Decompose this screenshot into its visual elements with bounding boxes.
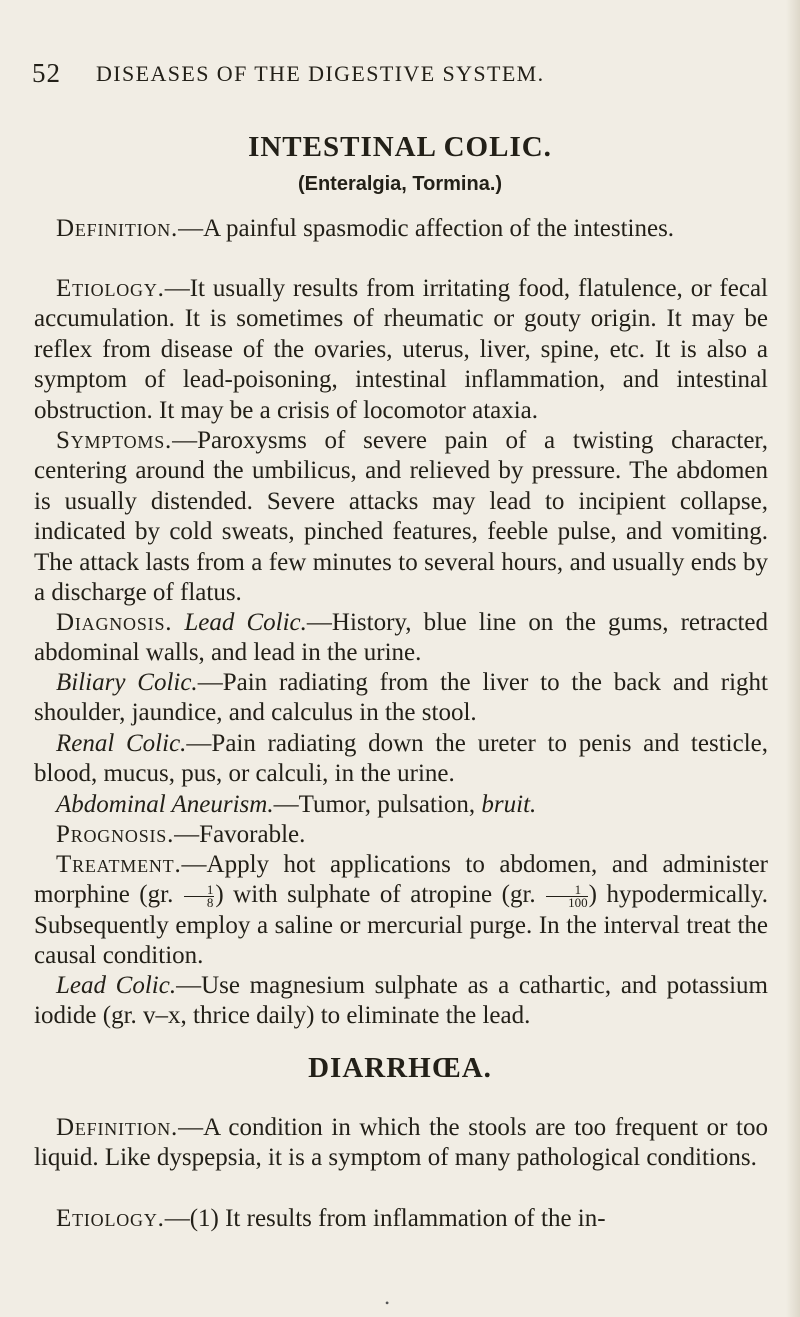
diagnosis-renal-term: Renal Colic. — [56, 730, 187, 757]
treatment-paragraph — [34, 850, 768, 972]
etiology-text: —It usually results from irritating food, flatulence, or fecal accumulation. It is sometimes of rheumatic or gouty origin. It may be reflex from disease of the ovaries, uterus, liver, spine, etc. It is also a symptom of lead-poisoning, intestinal inflammation, and intestinal obstruction. It may be a crisis of locomotor ataxia. — [34, 275, 768, 424]
treatment-lead-colic-paragraph — [34, 971, 768, 1032]
section-subtitle: (Enteralgia, Tormina.) — [297, 173, 503, 195]
diagnosis-label: Diagnosis. — [56, 609, 173, 636]
treatment-label: Treatment. — [56, 851, 182, 878]
definition-text: —A painful spasmodic affection of the intestines. — [178, 215, 675, 242]
diagnosis-aneurism-text: —Tumor, pulsation, — [273, 791, 482, 818]
treatment-text-3: ) hypodermically. Subsequently employ a saline or mercurial purge. In the interval treat the causal condition. — [34, 881, 768, 970]
fraction-one-eighth: $\frac{1}{8}$ — [184, 884, 215, 909]
section-title-intestinal-colic: INTESTINAL COLIC. — [248, 131, 552, 163]
symptoms-paragraph — [34, 426, 768, 608]
diagnosis-lead-text: —History, blue line on the gums, retracted abdominal walls, and lead in the urine. — [34, 609, 768, 667]
diarrhoea-definition-label: Definition. — [56, 1114, 179, 1141]
diagnosis-aneurism-term: Abdominal Aneurism. — [56, 791, 274, 818]
symptoms-text: —Paroxysms of severe pain of a twisting character, centering around the umbilicus, and relieved by pressure. The abdomen is usually distended. Severe attacks may lead to incipient collapse, indicated by cold sweats, pinched features, feeble pulse, and vomiting. The attack lasts from a few minutes to several hours, and usually ends by a discharge of flatus. — [34, 427, 768, 607]
prognosis-label: Prognosis. — [56, 821, 175, 848]
section-title-diarrhoea: DIARRHŒA. — [308, 1052, 492, 1084]
diagnosis-renal-paragraph — [34, 729, 768, 790]
stray-print-mark: • — [385, 1296, 390, 1310]
fraction-one-hundredth: $\frac{1}{100}$ — [546, 884, 588, 909]
running-title: DISEASES OF THE DIGESTIVE SYSTEM. — [96, 61, 545, 86]
page-edge-shadow — [786, 0, 800, 1317]
treatment-text-1: —Apply hot applications to abdomen, and administer morphine (gr. — [34, 851, 768, 909]
diarrhoea-etiology-text: —(1) It results from inflammation of the in- — [164, 1205, 606, 1232]
diarrhoea-etiology-paragraph — [34, 1204, 768, 1234]
running-head — [32, 58, 772, 90]
diagnosis-lead-term: Lead Colic. — [184, 609, 307, 636]
definition-label: Definition. — [56, 215, 179, 242]
prognosis-paragraph — [34, 820, 768, 850]
page-number: 52 — [32, 58, 61, 88]
diagnosis-renal-text: —Pain radiating down the ureter to penis and testicle, blood, mucus, pus, or calculi, in the urine. — [34, 730, 768, 788]
diagnosis-biliary-term: Biliary Colic. — [56, 669, 198, 696]
diarrhoea-etiology-label: Etiology. — [56, 1205, 165, 1232]
diagnosis-paragraph — [34, 608, 768, 669]
diagnosis-aneurism-paragraph — [34, 790, 768, 820]
prognosis-text: —Favorable. — [174, 821, 306, 848]
etiology-label: Etiology. — [56, 275, 165, 302]
symptoms-label: Symptoms. — [56, 427, 173, 454]
treatment-text-2: ) with sulphate of atropine (gr. — [215, 881, 546, 909]
diagnosis-aneurism-bruit: bruit. — [481, 791, 537, 818]
treatment-lead-term: Lead Colic. — [56, 972, 177, 999]
diarrhoea-definition-paragraph — [34, 1113, 768, 1174]
diagnosis-biliary-text: —Pain radiating from the liver to the back and right shoulder, jaundice, and calculus in the stool. — [34, 669, 768, 727]
treatment-lead-text: —Use magnesium sulphate as a cathartic, and potassium iodide (gr. v–x, thrice daily) to eliminate the lead. — [34, 972, 768, 1030]
diagnosis-biliary-paragraph — [34, 668, 768, 729]
etiology-paragraph — [34, 274, 768, 426]
diarrhoea-definition-text: —A condition in which the stools are too frequent or too liquid. Like dyspepsia, it is a symptom of many pathological conditions. — [34, 1114, 768, 1172]
definition-paragraph — [34, 214, 768, 244]
